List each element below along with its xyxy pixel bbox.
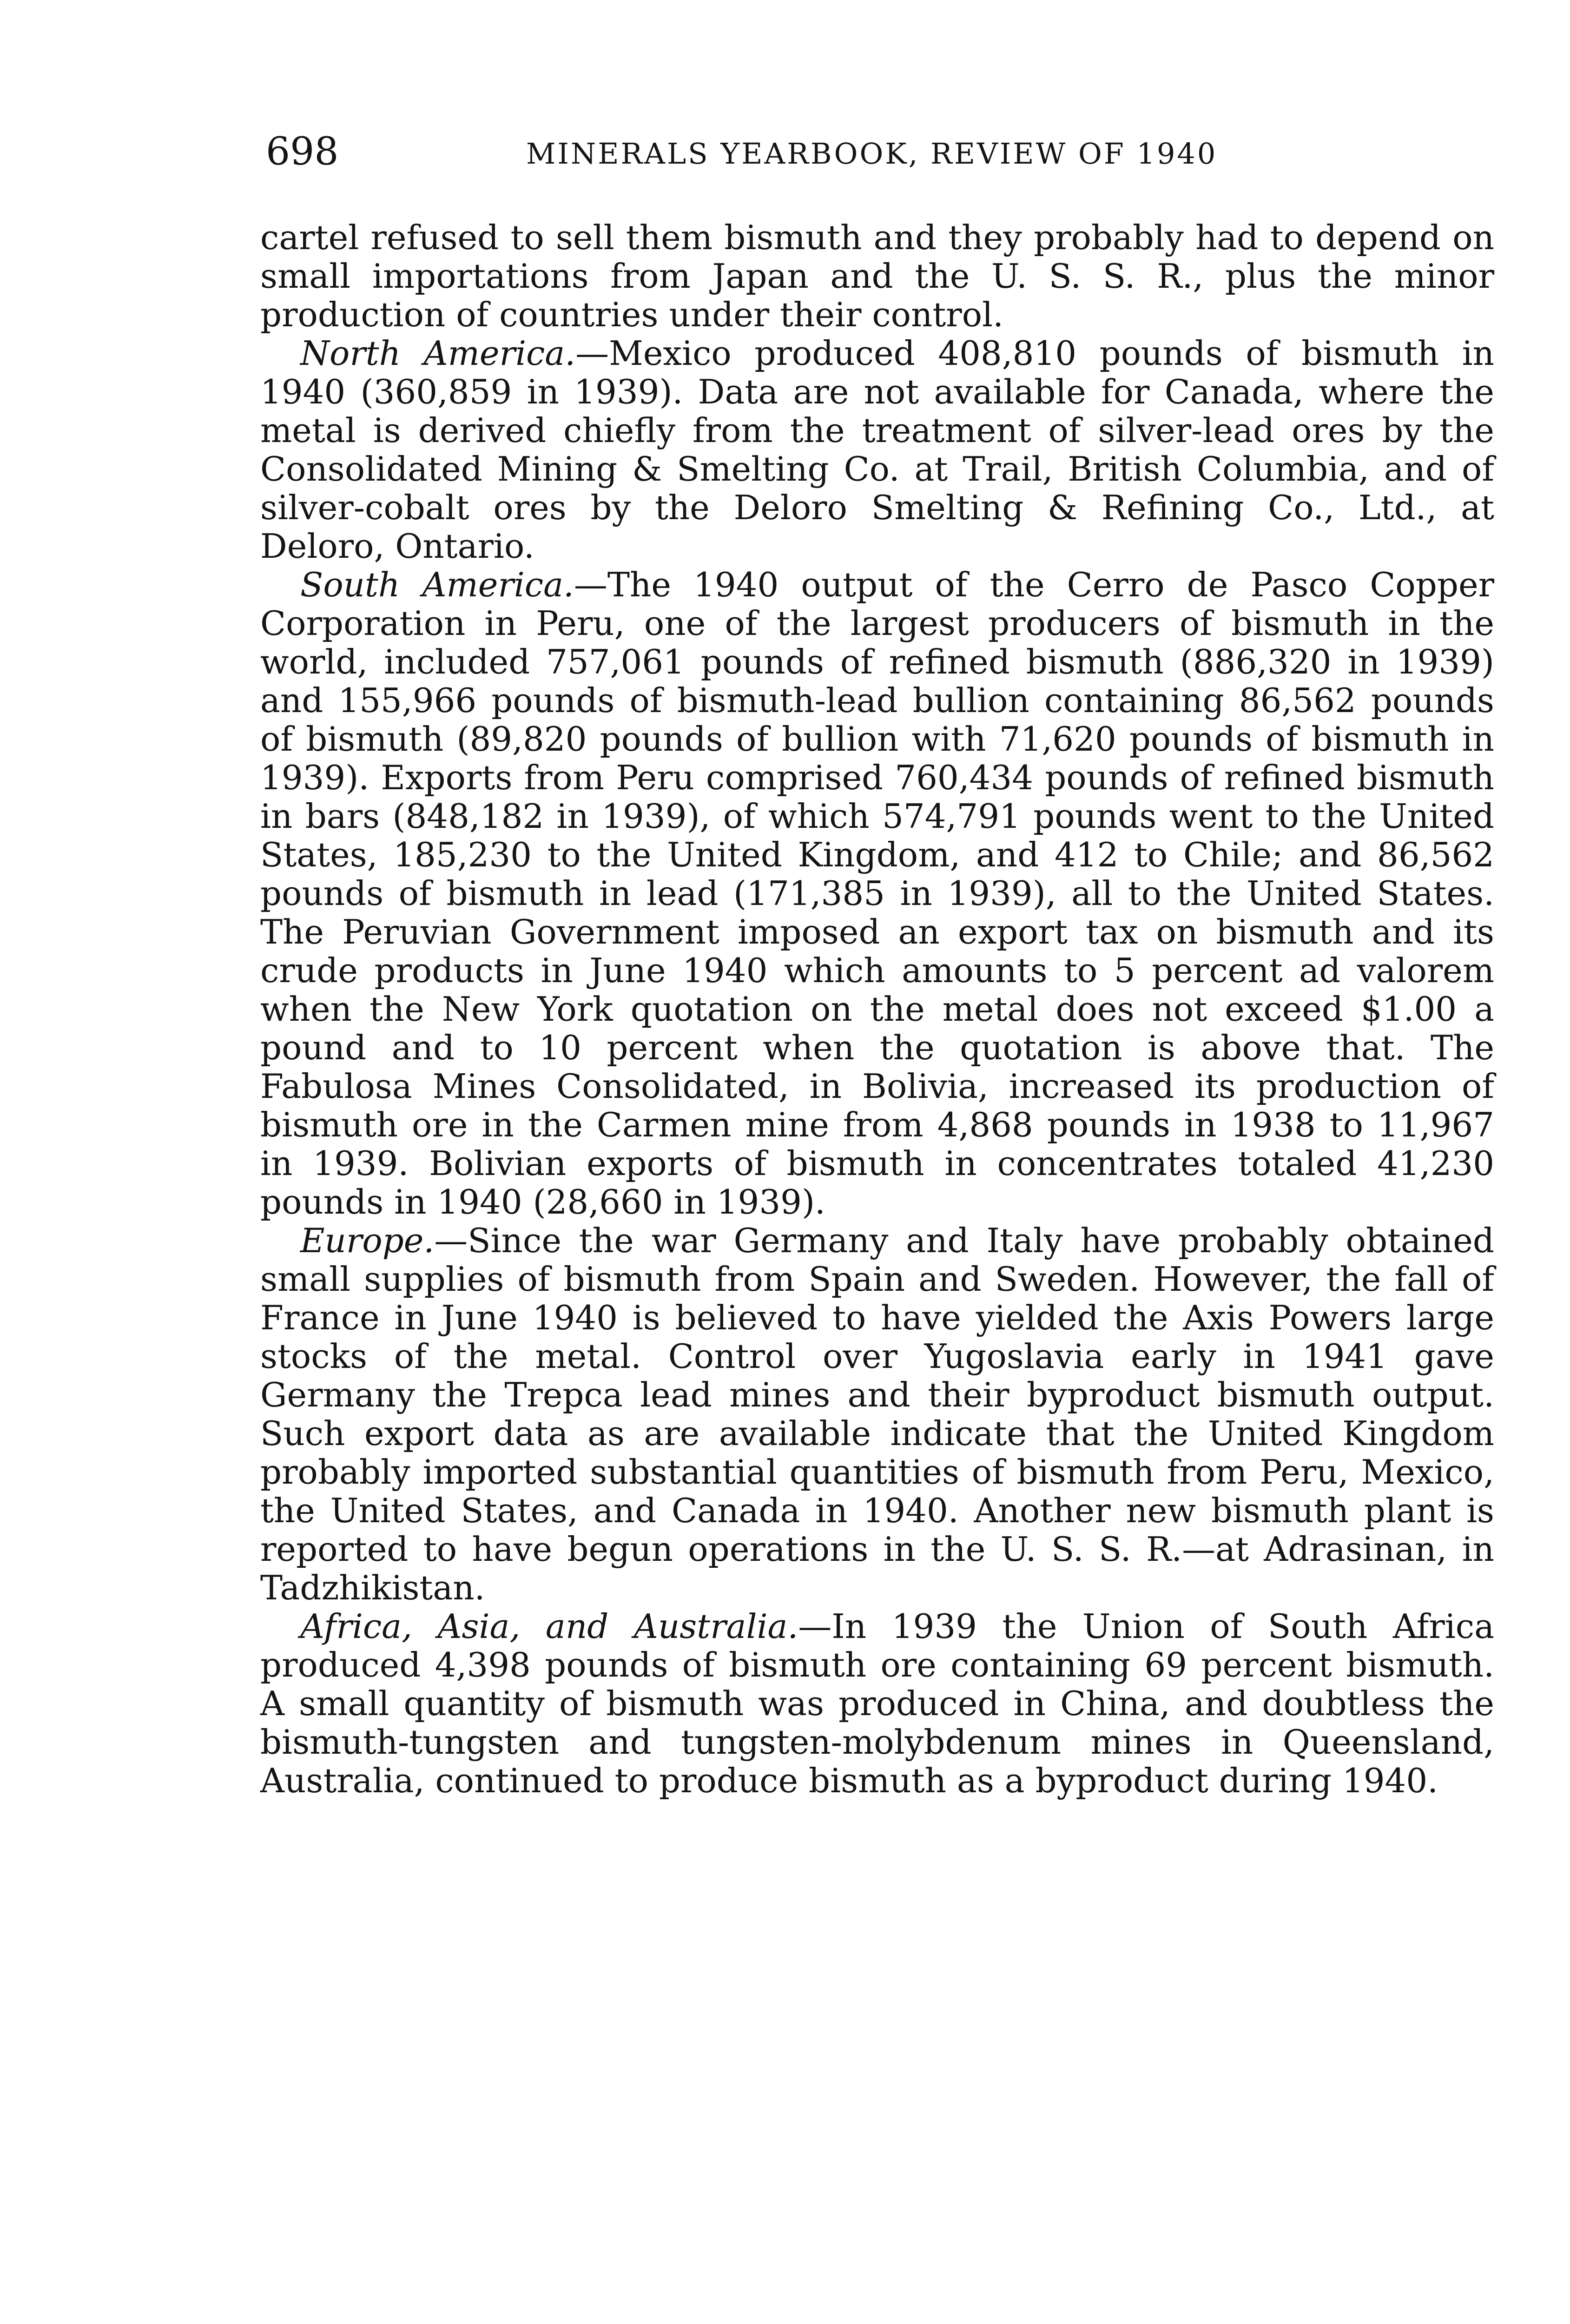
paragraph-text: cartel refused to sell them bismuth and they probably had to depend on small importations from Japan and the U. S. S. R., plus the minor production of countries under their control.: [260, 218, 1494, 334]
paragraph-europe: [260, 1221, 1494, 1607]
body-text: [260, 218, 1494, 1800]
page-header: [266, 126, 1255, 178]
paragraph-continued: [260, 218, 1494, 334]
paragraph-south-america: [260, 566, 1494, 1221]
paragraph-north-america: [260, 334, 1494, 566]
paragraph-text: —The 1940 output of the Cerro de Pasco Copper Corporation in Peru, one of the largest producers of bismuth in the world, included 757,061 pounds of refined bismuth (886,320 in 1939) and 155,966 pounds of bismuth-lead bullion containing 86,562 pounds of bismuth (89,820 pounds of bullion with 71,620 pounds of bismuth in 1939). Exports from Peru comprised 760,434 pounds of refined bismuth in bars (848,182 in 1939), of which 574,791 pounds went to the United States, 185,230 to the United Kingdom, and 412 to Chile; and 86,562 pounds of bismuth in lead (171,385 in 1939), all to the United States. The Peruvian Government imposed an export tax on bismuth and its crude products in June 1940 which amounts to 5 percent ad valorem when the New York quotation on the metal does not exceed $1.00 a pound and to 10 percent when the quotation is above that. The Fabulosa Mines Consolidated, in Bolivia, increased its production of bismuth ore in the Carmen mine from 4,868 pounds in 1938 to 11,967 in 1939. Bolivian exports of bismuth in concentrates totaled 41,230 pounds in 1940 (28,660 in 1939).: [260, 565, 1494, 1221]
section-heading-south-america: South America.: [300, 565, 574, 604]
page-number: 698: [266, 130, 339, 174]
paragraph-text: —Since the war Germany and Italy have probably obtained small supplies of bismuth from Spain and Sweden. However, the fall of France in June 1940 is believed to have yielded the Axis Powers large stocks of the metal. Control over Yugoslavia early in 1941 gave Germany the Trepca lead mines and their byproduct bismuth output. Such export data as are available indicate that the United Kingdom probably imported substantial quantities of bismuth from Peru, Mexico, the United States, and Canada in 1940. Another new bismuth plant is reported to have begun operations in the U. S. S. R.—at Adrasinan, in Tadzhikistan.: [260, 1221, 1494, 1607]
paragraph-africa-asia-australia: [260, 1607, 1494, 1800]
section-heading-north-america: North America.: [300, 334, 576, 373]
running-title: MINERALS YEARBOOK, REVIEW OF 1940: [526, 137, 1218, 171]
section-heading-africa-asia-australia: Africa, Asia, and Australia.: [300, 1607, 798, 1646]
paragraph-text: —In 1939 the Union of South Africa produced 4,398 pounds of bismuth ore containing 69 percent bismuth. A small quantity of bismuth was produced in China, and doubtless the bismuth-tungsten and tungsten-molybdenum mines in Queensland, Australia, continued to produce bismuth as a byproduct during 1940.: [260, 1607, 1494, 1800]
paragraph-text: —Mexico produced 408,810 pounds of bismuth in 1940 (360,859 in 1939). Data are not available for Canada, where the metal is derived chiefly from the treatment of silver-lead ores by the Consolidated Mining & Smelting Co. at Trail, British Columbia, and of silver-cobalt ores by the Deloro Smelting & Refining Co., Ltd., at Deloro, Ontario.: [260, 334, 1494, 566]
section-heading-europe: Europe.: [300, 1221, 435, 1260]
